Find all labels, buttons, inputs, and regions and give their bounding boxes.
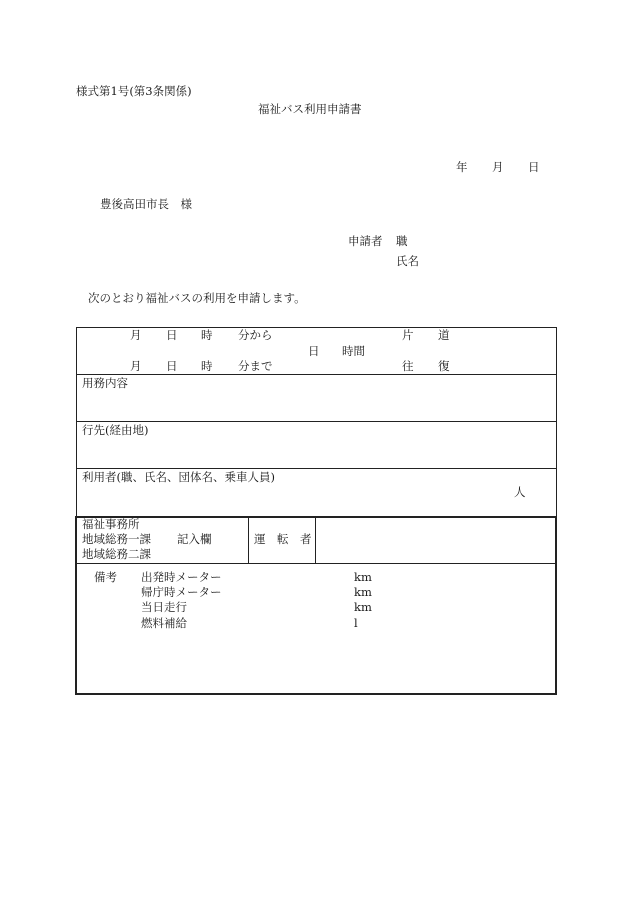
roundtrip-1: 往	[402, 359, 414, 373]
schedule-from-label: 分から	[238, 328, 273, 342]
schedule-month-until: 月	[130, 359, 142, 373]
note-item-unit: km	[354, 585, 372, 599]
purpose-label: 用務内容	[82, 376, 128, 390]
schedule-hour-until: 時	[201, 359, 213, 373]
office-line2: 地域総務一課	[82, 532, 151, 546]
date-year: 年	[456, 160, 468, 174]
applicant-name-label: 氏名	[396, 254, 419, 268]
date-month: 月	[492, 160, 504, 174]
schedule-month-from: 月	[130, 328, 142, 342]
schedule-hours: 時間	[342, 344, 365, 358]
roundtrip-2: 復	[438, 359, 450, 373]
office-line3: 地域総務二課	[82, 547, 151, 561]
oneway-1: 片	[402, 328, 414, 342]
row-divider	[76, 468, 557, 469]
note-item-unit: km	[354, 600, 372, 614]
row-divider	[76, 421, 557, 422]
note-item-label: 帰庁時メーター	[141, 585, 222, 599]
notes-label: 備考	[94, 570, 117, 584]
office-entry-label: 記入欄	[177, 532, 212, 546]
driver-label: 運 転 者	[254, 532, 312, 546]
schedule-days: 日	[308, 344, 320, 358]
intro-text: 次のとおり福祉バスの利用を申請します。	[88, 291, 306, 305]
applicant-label: 申請者	[348, 234, 383, 248]
office-col-divider	[248, 517, 249, 564]
persons-unit: 人	[514, 485, 526, 499]
row-divider	[76, 374, 557, 375]
note-item-label: 燃料補給	[141, 616, 187, 630]
schedule-day-until: 日	[166, 359, 178, 373]
note-item-label: 出発時メーター	[141, 570, 222, 584]
schedule-hour-from: 時	[201, 328, 213, 342]
office-col-divider	[315, 517, 316, 564]
note-item-unit: l	[354, 616, 358, 630]
note-item-unit: km	[354, 570, 372, 584]
addressee: 豊後高田市長 様	[100, 197, 192, 211]
schedule-day-from: 日	[166, 328, 178, 342]
date-day: 日	[528, 160, 540, 174]
oneway-2: 道	[438, 328, 450, 342]
office-row-divider	[76, 563, 556, 564]
users-label: 利用者(職、氏名、団体名、乗車人員)	[82, 470, 275, 484]
schedule-until-label: 分まで	[238, 359, 273, 373]
page-title: 福祉バス利用申請書	[258, 102, 362, 116]
destination-label: 行先(経由地)	[82, 423, 149, 437]
note-item-label: 当日走行	[141, 600, 187, 614]
applicant-position-label: 職	[396, 234, 408, 248]
office-line1: 福祉事務所	[82, 517, 140, 531]
form-number: 様式第1号(第3条関係)	[76, 84, 192, 98]
